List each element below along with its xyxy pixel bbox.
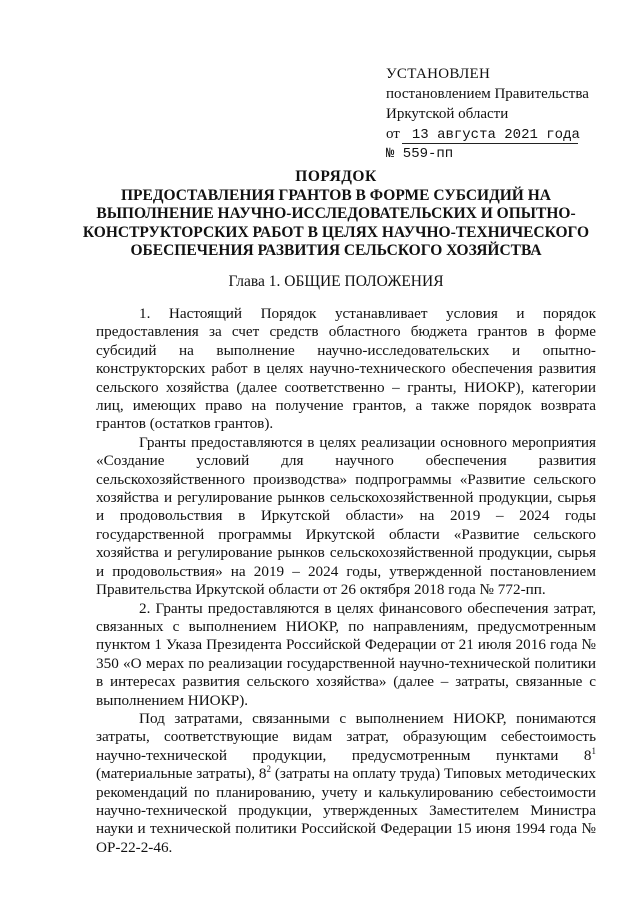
approval-stamp xyxy=(386,64,596,164)
paragraph-2: Гранты предоставляются в целях реализации основного мероприятия «Создание условий для научного обеспечения развития сельскохозяйственного производства» подпрограммы «Развитие сельского хозяйства и регулирование рынков сельскохозяйственной продукции, сырья и продовольствия в Иркутской области» на 2019 – 2024 годы государственной программы Иркутской области «Развитие сельского хозяйства и регулирование рынков сельскохозяйственной продукции, сырья и продовольствия» на 2019 – 2024 годы, утвержденной постановлением Правительства Иркутской области от 26 октября 2018 года № 772-пп. xyxy=(96,433,596,599)
paragraph-1: 1. Настоящий Порядок устанавливает условия и порядок предоставления за счет средств областного бюджета грантов в форме субсидий на выполнение научно-исследовательских и опытно-конструкторских работ в целях научно-технического обеспечения развития сельского хозяйства (далее соответственно – гранты, НИОКР), категории лиц, имеющих право на получение грантов, а также порядок возврата грантов (остатков грантов). xyxy=(96,305,596,433)
approval-date: 13 августа 2021 года xyxy=(402,127,578,144)
superscript-1: 1 xyxy=(591,745,596,756)
document-body xyxy=(96,305,596,857)
paragraph-4-part-2: (материальные затраты), 8 xyxy=(96,765,267,783)
document-type: ПОРЯДОК xyxy=(295,168,377,185)
chapter-heading: Глава 1. ОБЩИЕ ПОЛОЖЕНИЯ xyxy=(228,273,444,290)
paragraph-4 xyxy=(96,710,596,857)
title-line-1: ПРЕДОСТАВЛЕНИЯ ГРАНТОВ В ФОРМЕ СУБСИДИЙ НА xyxy=(121,186,551,204)
paragraph-4-part-3: (затраты на оплату труда) Типовых методических рекомендаций по планированию, учету и калькулированию себестоимости научно-технической продукции, утвержденных Заместителем Министра науки и технической политики Российской Федерации 15 июня 1994 года № ОР-22-2-46. xyxy=(96,765,596,856)
document-title-block xyxy=(80,168,592,261)
superscript-2: 2 xyxy=(266,764,272,775)
title-line-4: ОБЕСПЕЧЕНИЯ РАЗВИТИЯ СЕЛЬСКОГО ХОЗЯЙСТВА xyxy=(130,242,542,259)
date-prefix: от xyxy=(386,126,400,142)
title-line-3: КОНСТРУКТОРСКИХ РАБОТ В ЦЕЛЯХ НАУЧНО-ТЕХНИЧЕСКОГО xyxy=(82,223,590,241)
approval-status: УСТАНОВЛЕН xyxy=(386,66,491,82)
approval-line-1: постановлением Правительства xyxy=(386,86,589,102)
paragraph-3: 2. Гранты предоставляются в целях финансового обеспечения затрат, связанных с выполнением НИОКР, по направлениям, предусмотренным пунктом 1 Указа Президента Российской Федерации от 21 июля 2016 года № 350 «О мерах по реализации государственной научно-технической политики в интересах развития сельского хозяйства» (далее – затраты, связанные с выполнением НИОКР). xyxy=(96,599,596,709)
approval-line-2: Иркутской области xyxy=(386,106,509,122)
paragraph-4-part-1: Под затратами, связанными с выполнением НИОКР, понимаются затраты, соответствующие видам затрат, образующим себестоимость научно-технической продукции, предусмотренным пунктами 8 xyxy=(96,709,596,764)
title-line-2: ВЫПОЛНЕНИЕ НАУЧНО-ИССЛЕДОВАТЕЛЬСКИХ И ОПЫТНО- xyxy=(96,205,576,222)
approval-number: № 559-пп xyxy=(386,146,454,162)
approval-date-line xyxy=(386,124,596,144)
